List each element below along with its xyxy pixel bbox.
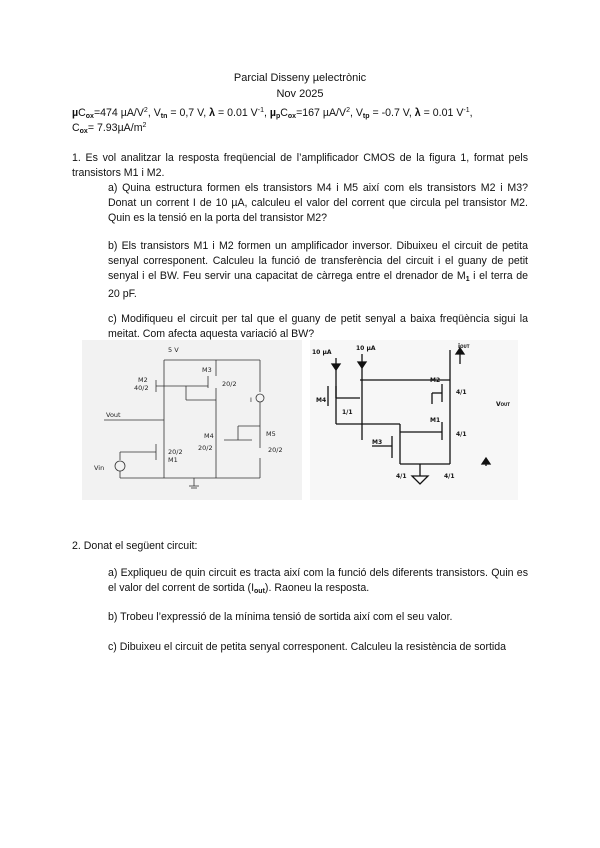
question-2a: a) Expliqueu de quin circuit es tracta així com la funció dels diferents transistors. Quin es el valor del corrent de sortida $(I_{out})$. Raoneu la resposta. bbox=[108, 567, 528, 595]
figure-2-current-mirror bbox=[310, 340, 518, 500]
vdd-label: 5 V bbox=[168, 346, 179, 354]
m3-label: M3 bbox=[202, 366, 212, 374]
parameters-line-1: µC$_{ox}$=474 $\mu A/V^2$, $V_{tn} = 0,7$ V, λ = 0.01 $V^{-1}$, $\mu_pC_{ox}=167$ $\mu A/V^2$, $V_{tp} = -0.7$ V, λ = 0.01 $V^{-1}$, bbox=[72, 107, 473, 120]
fig2-m1-bottom-size: 4/1 bbox=[444, 473, 455, 480]
exam-title: Parcial Disseny µelectrònic bbox=[233, 72, 367, 84]
fig2-m1-label: M1 bbox=[430, 417, 441, 424]
question-2c: c) Dibuixeu el circuit de petita senyal corresponent. Calculeu la resistència de sortida bbox=[108, 641, 507, 653]
source-2-label: 10 µA bbox=[356, 345, 376, 352]
m1-label: M1 bbox=[168, 456, 178, 464]
question-1a: a) Quina estructura formen els transistors M4 i M5 així com els transistors M2 i M3? Donat un corrent I de 10 µA, calculeu el valor del corrent que circula pel transistor M2. Quin es la tensió en la porta del transistor M2? bbox=[108, 182, 528, 224]
fig2-m4-size: 1/1 bbox=[342, 409, 353, 416]
figure-1-cmos-amplifier bbox=[82, 340, 302, 500]
current-source-label: I bbox=[250, 396, 252, 404]
m2-size: 40/2 bbox=[134, 384, 149, 392]
iout-label: iOUT bbox=[458, 343, 470, 350]
exam-date: Nov 2025 bbox=[276, 88, 324, 100]
m5-size: 20/2 bbox=[268, 446, 283, 454]
m4-label: M4 bbox=[204, 432, 214, 440]
fig2-m3-label: M3 bbox=[372, 439, 383, 446]
question-1b: b) Els transistors M1 i M2 formen un amplificador inversor. Dibuixeu el circuit de petita senyal corresponent. Calculeu la funció de transferència del circuit i el guany de petit senyal i el BW. Feu servir una capacitat de càrrega entre el drenador de $M_1$ i el terra de 20 pF. bbox=[108, 240, 528, 301]
question-2b: b) Trobeu l’expressió de la mínima tensió de sortida així com el seu valor. bbox=[108, 611, 453, 623]
question-1-intro: 1. Es vol analitzar la resposta freqüencial de l’amplificador CMOS de la figura 1, format pels transistors M1 i M2. bbox=[72, 152, 528, 179]
question-1c: c) Modifiqueu el circuit per tal que el guany de petit senyal a baixa freqüència sigui la meitat. Com afecta aquesta variació al BW? bbox=[108, 313, 528, 340]
m5-label: M5 bbox=[266, 430, 276, 438]
fig2-m4-label: M4 bbox=[316, 397, 327, 404]
m4-size: 20/2 bbox=[198, 444, 213, 452]
vout-label: Vout bbox=[106, 411, 121, 419]
m1-size: 20/2 bbox=[168, 448, 183, 456]
question-2-intro: 2. Donat el següent circuit: bbox=[72, 540, 198, 552]
fig2-m2-label: M2 bbox=[430, 377, 441, 384]
m2-label: M2 bbox=[138, 376, 148, 384]
vin-label: Vin bbox=[94, 464, 105, 472]
vout-terminal-label: VOUT bbox=[496, 401, 511, 408]
parameters-line-2: $C_{ox}= 7.93\mu A/m^2$ bbox=[72, 122, 147, 135]
fig2-m1-size: 4/1 bbox=[456, 431, 467, 438]
m3-size: 20/2 bbox=[222, 380, 237, 388]
source-1-label: 10 µA bbox=[312, 349, 332, 356]
fig2-m2-size: 4/1 bbox=[456, 389, 467, 396]
fig2-m3-size: 4/1 bbox=[396, 473, 407, 480]
